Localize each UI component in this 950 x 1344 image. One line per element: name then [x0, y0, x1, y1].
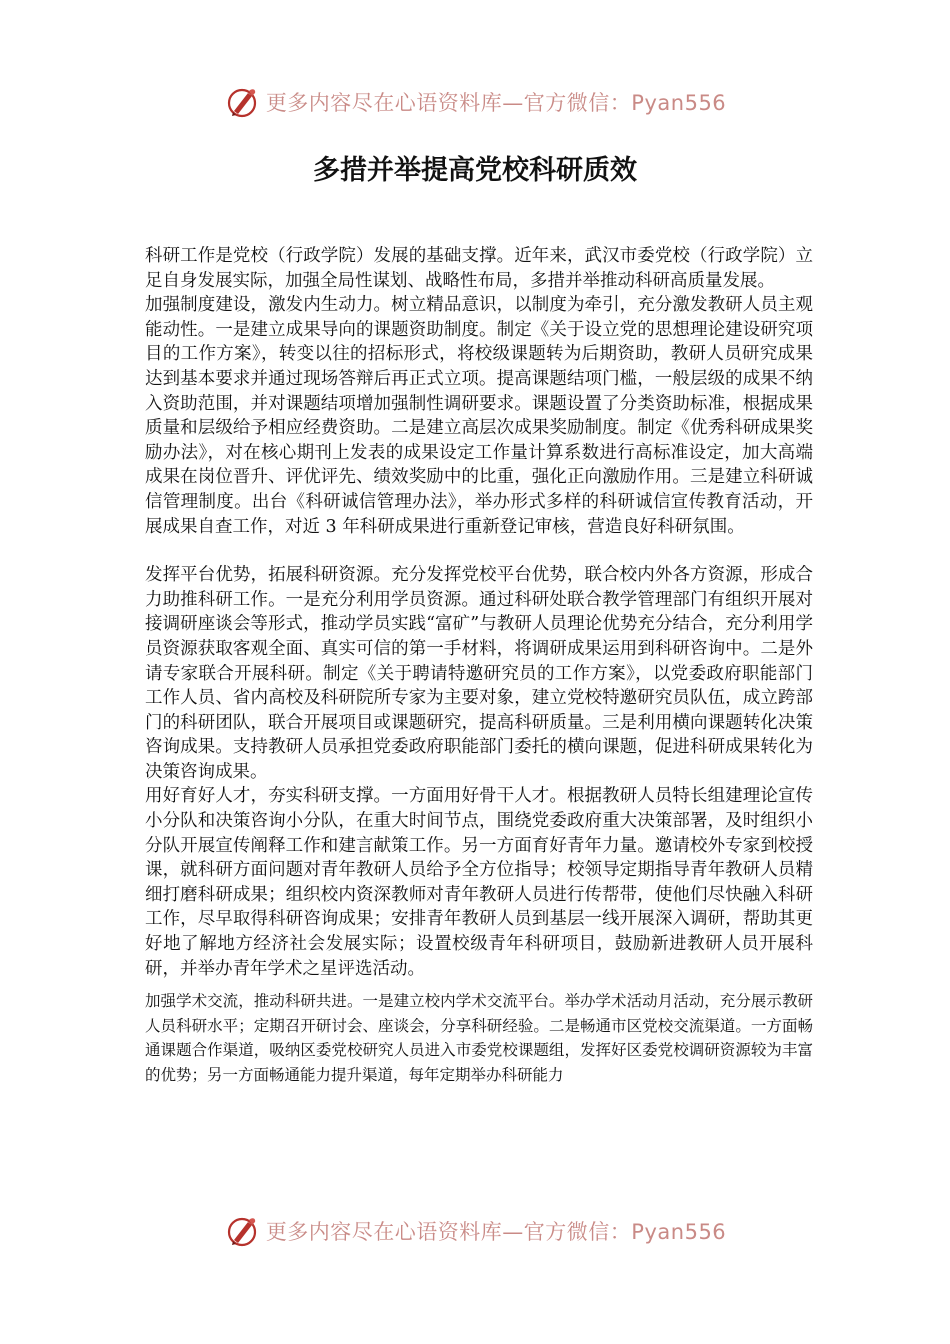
paragraph-institution: 加强制度建设，激发内生动力。树立精品意识，以制度为牵引，充分激发教研人员主观能动性。一是建立成果导向的课题资助制度。制定《关于设立党的思想理论建设研究项目的工作方案》，转变以往的招标形式，将校级课题转为后期资助，教研人员研究成果达到基本要求并通过现场答辩后再正式立项。提高课题结项门槛，一般层级的成果不纳入资助范围，并对课题结项增加强制性调研要求。课题设置了分类资助标准，根据成果质量和层级给予相应经费资助。二是建立高层次成果奖励制度。制定《优秀科研成果奖励办法》，对在核心期刊上发表的成果设定工作量计算系数进行高标准设定，加大高端成果在岗位晋升、评优评先、绩效奖励中的比重，强化正向激励作用。三是建立科研诚信管理制度。出台《科研诚信管理办法》，举办形式多样的科研诚信宣传教育活动，开展成果自查工作，对近 3 年科研成果进行重新登记审核，营造良好科研氛围。: [145, 295, 813, 537]
paragraph-intro: 科研工作是党校（行政学院）发展的基础支撑。近年来，武汉市委党校（行政学院）立足自身发展实际，加强全局性谋划、战略性布局，多措并举推动科研高质量发展。: [145, 246, 813, 291]
document-body: [145, 244, 813, 1088]
paragraph-exchange: 加强学术交流，推动科研共进。一是建立校内学术交流平台。举办学术活动月活动，充分展示教研人员科研水平；定期召开研讨会、座谈会，分享科研经验。二是畅通市区党校交流渠道。一方面畅通课题合作渠道，吸纳区委党校研究人员进入市委党校课题组，发挥好区委党校调研资源较为丰富的优势；另一方面畅通能力提升渠道，每年定期举办科研能力: [145, 992, 813, 1084]
page-title: 多措并举提高党校科研质效: [313, 155, 637, 186]
pen-logo-icon: [224, 84, 260, 120]
banner-text: 更多内容尽在心语资料库—官方微信：Pyan556: [265, 1220, 727, 1244]
pen-logo-icon: [224, 1213, 260, 1249]
paragraph-talent: 用好育好人才，夯实科研支撑。一方面用好骨干人才。根据教研人员特长组建理论宣传小分队和决策咨询小分队，在重大时间节点，围绕党委政府重大决策部署，及时组织小分队开展宣传阐释工作和建言献策工作。另一方面育好青年力量。邀请校外专家到校授课，就科研方面问题对青年教研人员给予全方位指导；校领导定期指导青年教研人员精细打磨科研成果；组织校内资深教师对青年教研人员进行传帮带，使他们尽快融入科研工作，尽早取得科研咨询成果；安排青年教研人员到基层一线开展深入调研，帮助其更好地了解地方经济社会发展实际；设置校级青年科研项目，鼓励新进教研人员开展科研，并举办青年学术之星评选活动。: [145, 786, 813, 979]
paragraph-platform: 发挥平台优势，拓展科研资源。充分发挥党校平台优势，联合校内外各方资源，形成合力助推科研工作。一是充分利用学员资源。通过科研处联合教学管理部门有组织开展对接调研座谈会等形式，推动学员实践“富矿”与教研人员理论优势充分结合，充分利用学员资源获取客观全面、真实可信的第一手材料，将调研成果运用到科研咨询中。二是外请专家联合开展科研。制定《关于聘请特邀研究员的工作方案》，以党委政府职能部门工作人员、省内高校及科研院所专家为主要对象，建立党校特邀研究员队伍，成立跨部门的科研团队，联合开展项目或课题研究，提高科研质量。三是利用横向课题转化决策咨询成果。支持教研人员承担党委政府职能部门委托的横向课题，促进科研成果转化为决策咨询成果。: [145, 565, 813, 782]
footer-banner: [0, 1209, 950, 1253]
header-banner: [0, 80, 950, 124]
banner-text: 更多内容尽在心语资料库—官方微信：Pyan556: [265, 91, 727, 115]
